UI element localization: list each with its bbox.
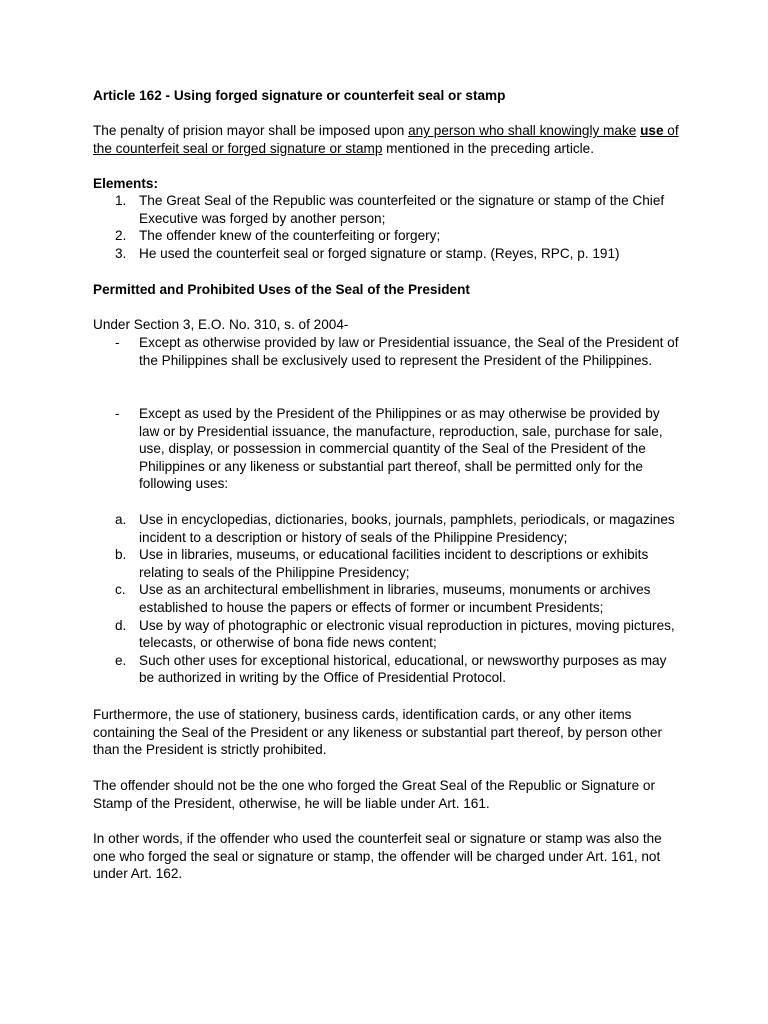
intro-paragraph — [93, 122, 683, 157]
list-marker: e. — [115, 652, 127, 668]
list-marker: c. — [115, 582, 126, 598]
dash-list-2 — [93, 405, 683, 493]
list-item — [93, 405, 683, 493]
list-item — [93, 652, 683, 687]
intro-underlined-phrase-2: of the counterfeit seal or forged signature or stamp — [93, 123, 679, 156]
list-item-text: Use in libraries, museums, or educational facilities incident to descriptions or exhibits relating to seals of the Philippine Presidency; — [139, 547, 649, 580]
list-marker: a. — [115, 512, 127, 527]
list-item — [93, 192, 683, 227]
list-item-text: Except as used by the President of the Philippines or as may otherwise be provided by law or by Presidential issuance, the manufacture, reproduction, sale, purchase for sale, use, display, or possession in commercial quantity of the Seal of the President of the Philippines or any likeness or substantial part thereof, shall be permitted only for the following uses: — [139, 406, 663, 492]
dash-marker: - — [115, 406, 120, 421]
uses-list — [93, 511, 683, 687]
list-item-text: Such other uses for exceptional historical, educational, or newsworthy purposes as may be authorized in writing by the Office of Presidential Protocol. — [139, 652, 667, 686]
list-marker: 1. — [115, 193, 127, 208]
list-item-text: Use by way of photographic or electronic visual reproduction in pictures, moving pictures, telecasts, or otherwise of bona fide news content; — [139, 617, 675, 651]
article-title: Article 162 - Using forged signature or counterfeit seal or stamp — [93, 88, 506, 103]
intro-underlined-bold-use: use — [640, 123, 664, 138]
permitted-heading: Permitted and Prohibited Uses of the Seal of the President — [93, 282, 470, 297]
dash-list — [93, 334, 683, 369]
list-item — [93, 227, 683, 245]
list-marker: 2. — [115, 228, 127, 244]
list-item-text: The Great Seal of the Republic was counterfeited or the signature or stamp of the Chief Executive was forged by another person; — [139, 193, 665, 226]
intro-text-start: The penalty of prision mayor shall be imposed upon — [93, 123, 409, 138]
list-item-text: Except as otherwise provided by law or Presidential issuance, the Seal of the President of the Philippines shall be exclusively used to represent the President of the Philippines. — [139, 335, 679, 368]
list-marker: d. — [115, 617, 127, 633]
list-item — [93, 546, 683, 581]
dash-marker: - — [115, 335, 120, 350]
list-item-text: He used the counterfeit seal or forged signature or stamp. (Reyes, RPC, p. 191) — [139, 245, 620, 261]
list-marker: b. — [115, 547, 127, 563]
list-item-text: Use as an architectural embellishment in libraries, museums, monuments or archives established to house the papers or effects of former or incumbent Presidents; — [139, 582, 651, 615]
elements-heading: Elements: — [93, 176, 158, 191]
offender-note-paragraph: The offender should not be the one who forged the Great Seal of the Republic or Signature or Stamp of the President, otherwise, he will be liable under Art. 161. — [93, 778, 655, 811]
other-words-paragraph: In other words, if the offender who used the counterfeit seal or signature or stamp was also the one who forged the seal or signature or stamp, the offender will be charged under Art. 161, not under Art. 162. — [93, 831, 662, 882]
list-item — [93, 245, 683, 263]
intro-text-end: mentioned in the preceding article. — [382, 140, 594, 156]
list-item-text: Use in encyclopedias, dictionaries, books, journals, pamphlets, periodicals, or magazines incident to a description or history of seals of the Philippine Presidency; — [139, 512, 675, 545]
intro-underlined-phrase: any person who shall knowingly make — [408, 123, 637, 138]
list-item — [93, 511, 683, 546]
list-marker: 3. — [115, 245, 127, 261]
list-item-text: The offender knew of the counterfeiting or forgery; — [139, 228, 441, 244]
elements-list — [93, 192, 683, 262]
list-item — [93, 617, 683, 652]
list-item — [93, 581, 683, 616]
section-reference: Under Section 3, E.O. No. 310, s. of 2004- — [93, 317, 349, 332]
furthermore-paragraph: Furthermore, the use of stationery, business cards, identification cards, or any other items containing the Seal of the President or any likeness or substantial part thereof, by person other than the President is strictly prohibited. — [93, 707, 663, 758]
list-item — [93, 334, 683, 369]
